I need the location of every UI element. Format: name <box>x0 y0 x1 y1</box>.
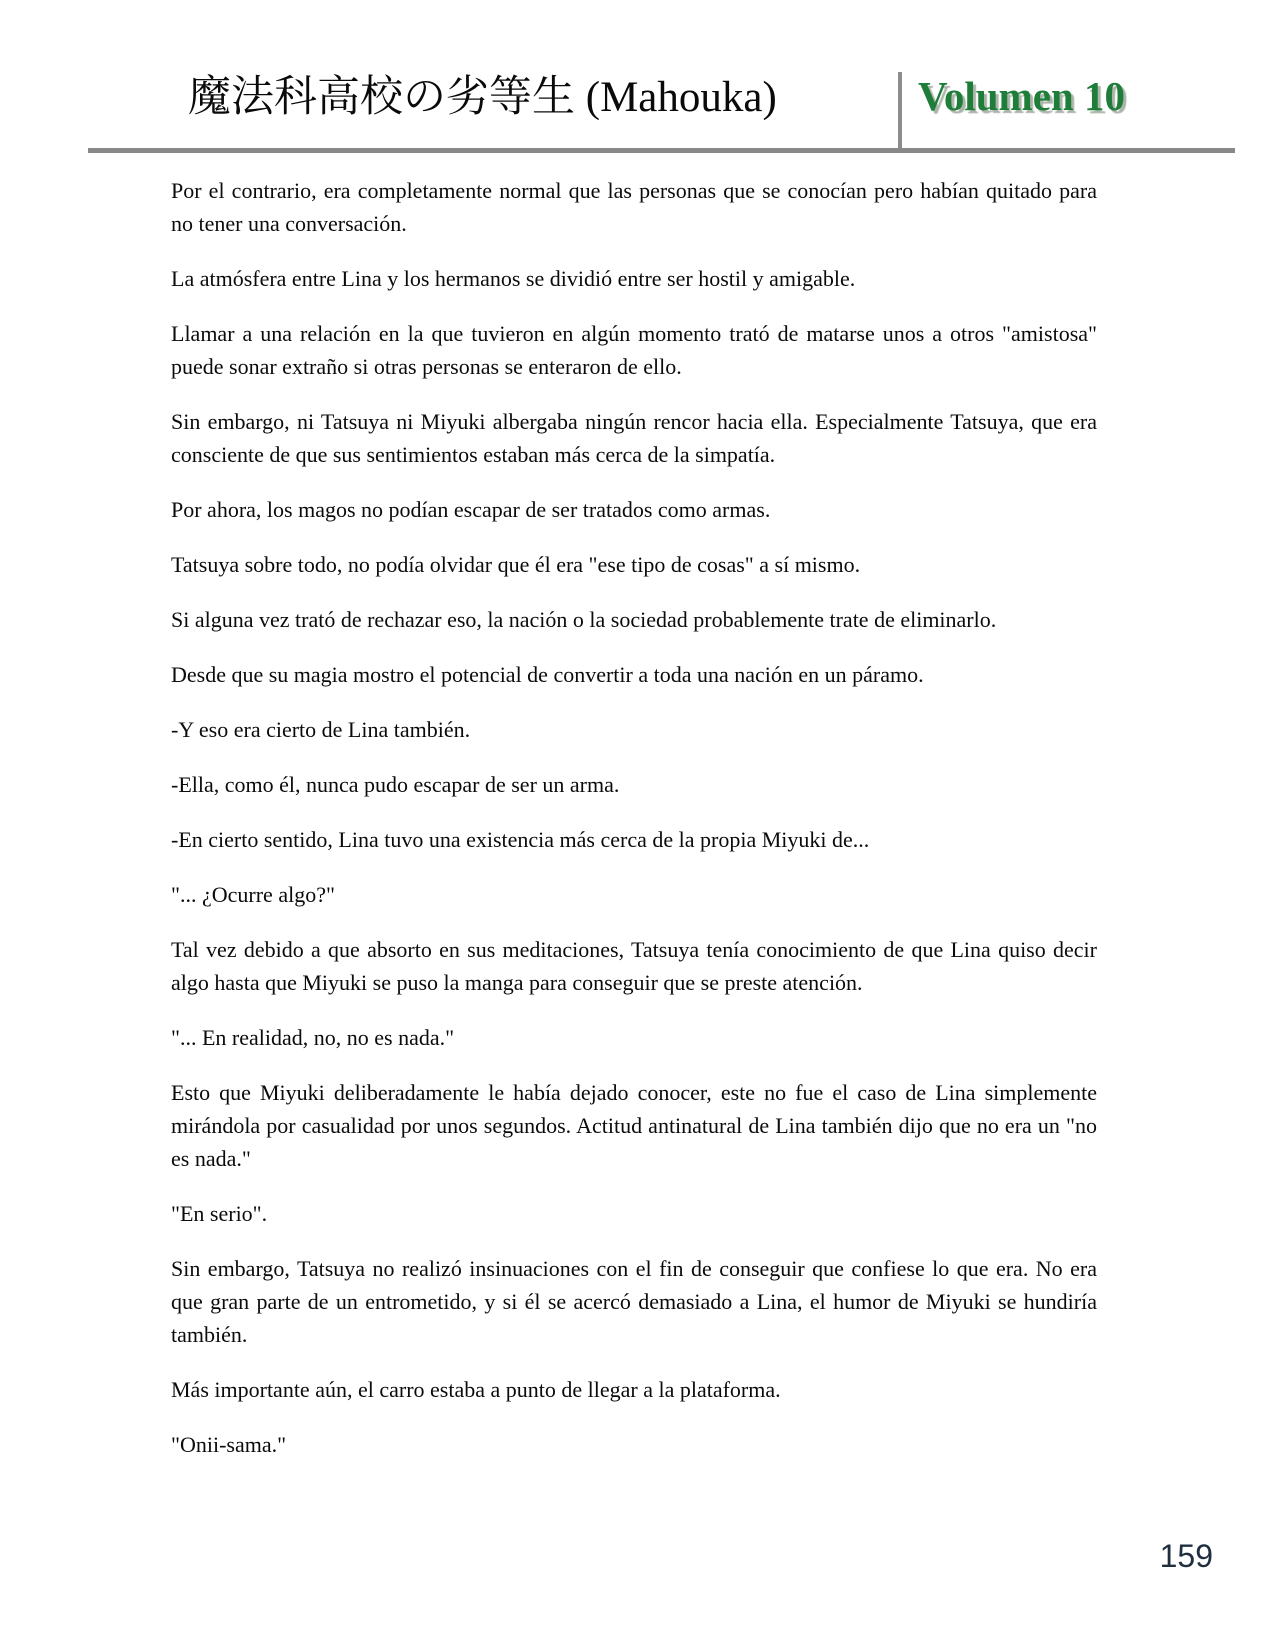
page-number: 159 <box>1159 1538 1213 1574</box>
paragraph: "Onii-sama." <box>171 1432 287 1457</box>
document-title: 魔法科高校の劣等生 (Mahouka) <box>188 74 777 121</box>
paragraph: Tatsuya sobre todo, no podía olvidar que él era "ese tipo de cosas" a sí mismo. <box>171 552 861 577</box>
paragraph: -Y eso era cierto de Lina también. <box>171 717 471 742</box>
paragraph: Esto que Miyuki deliberadamente le había dejado conocer, este no fue el caso de Lina simplemente mirándola por casualidad por unos segundos. Actitud antinatural de Lina también dijo que no era un "no es nada." <box>171 1080 1097 1171</box>
paragraph: Sin embargo, Tatsuya no realizó insinuaciones con el fin de conseguir que confiese lo que era. No era que gran parte de un entrometido, y si él se acercó demasiado a Lina, el humor de Miyuki se hundiría también. <box>171 1256 1097 1347</box>
paragraph: La atmósfera entre Lina y los hermanos se dividió entre ser hostil y amigable. <box>171 266 856 291</box>
paragraph: -Ella, como él, nunca pudo escapar de ser un arma. <box>171 772 620 797</box>
paragraph: Llamar a una relación en la que tuvieron en algún momento trató de matarse unos a otros "amistosa" puede sonar extraño si otras personas se enteraron de ello. <box>171 321 1097 379</box>
paragraph: Desde que su magia mostro el potencial de convertir a toda una nación en un páramo. <box>171 662 924 687</box>
paragraph: -En cierto sentido, Lina tuvo una existencia más cerca de la propia Miyuki de... <box>171 827 870 852</box>
paragraph: Si alguna vez trató de rechazar eso, la nación o la sociedad probablemente trate de eliminarlo. <box>171 607 997 632</box>
volume-label: Volumen 10 <box>918 73 1125 119</box>
header-vertical-divider <box>898 72 902 152</box>
paragraph: Por el contrario, era completamente normal que las personas que se conocían pero habían quitado para no tener una conversación. <box>171 178 1097 236</box>
paragraph: "... ¿Ocurre algo?" <box>171 882 335 907</box>
paragraph: Más importante aún, el carro estaba a punto de llegar a la plataforma. <box>171 1377 781 1402</box>
header-horizontal-rule <box>88 148 1235 153</box>
paragraph: "... En realidad, no, no es nada." <box>171 1025 455 1050</box>
body-text <box>171 174 1097 1483</box>
paragraph: "En serio". <box>171 1201 268 1226</box>
paragraph: Por ahora, los magos no podían escapar de ser tratados como armas. <box>171 497 771 522</box>
paragraph: Sin embargo, ni Tatsuya ni Miyuki albergaba ningún rencor hacia ella. Especialmente Tatsuya, que era consciente de que sus sentimientos estaban más cerca de la simpatía. <box>171 409 1097 467</box>
paragraph: Tal vez debido a que absorto en sus meditaciones, Tatsuya tenía conocimiento de que Lina quiso decir algo hasta que Miyuki se puso la manga para conseguir que se preste atención. <box>171 937 1097 995</box>
